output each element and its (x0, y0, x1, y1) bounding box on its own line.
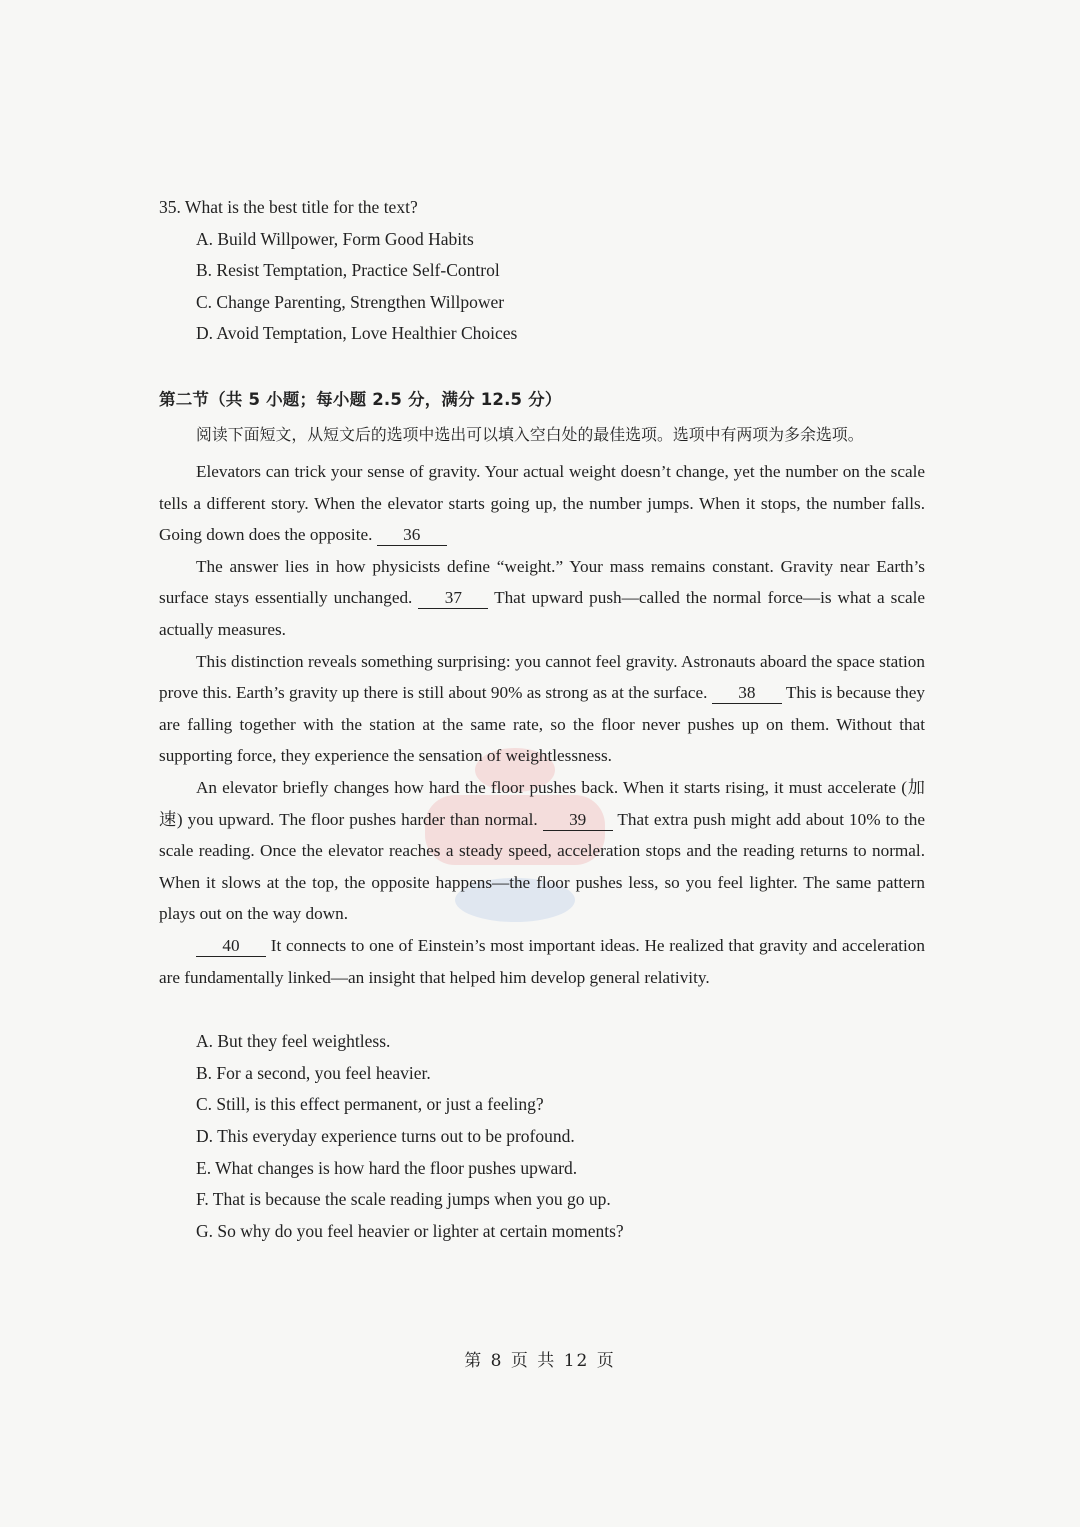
choice-c: C. Still, is this effect permanent, or just a feeling? (196, 1094, 544, 1115)
passage-paragraph-4 (159, 772, 925, 930)
passage-paragraph-1 (159, 456, 925, 551)
question-35-option-c: C. Change Parenting, Strengthen Willpower (196, 291, 505, 312)
paragraph-4-text-b: That extra push might add about 10% to the scale reading. Once the elevator reaches a steady speed, acceleration stops and the reading returns to normal. When it slows at the top, the opposite happens—the floor pushes less, so you feel lighter. The same pattern plays out on the way down. (159, 809, 925, 924)
paragraph-3-text-b: This is because they are falling together with the station at the same rate, so the floor never pushes up on them. Without that supporting force, they experience the sensation of weightlessness. (159, 683, 925, 766)
blank-40[interactable]: 40 (196, 936, 266, 957)
question-35-option-b: B. Resist Temptation, Practice Self-Control (196, 260, 500, 281)
choice-e: E. What changes is how hard the floor pushes upward. (196, 1157, 578, 1178)
paragraph-2-text-a: The answer lies in how physicists define “weight.” Your mass remains constant. Gravity near Earth’s surface stays essentially unchanged. (159, 556, 925, 608)
blank-36[interactable]: 36 (377, 525, 447, 546)
choice-g: G. So why do you feel heavier or lighter at certain moments? (196, 1221, 624, 1242)
passage-paragraph-5 (159, 930, 925, 993)
section-heading: 第二节（共 5 小题；每小题 2.5 分，满分 12.5 分） (159, 390, 562, 409)
paragraph-4-text-a: An elevator briefly changes how hard the floor pushes back. When it starts rising, it must accelerate (加速) you upward. The floor pushes harder than normal. (159, 777, 925, 829)
question-35 (159, 196, 919, 354)
paragraph-2-text-b: That upward push—called the normal force—is what a scale actually measures. (159, 588, 925, 639)
choice-list (196, 1030, 624, 1252)
choice-d: D. This everyday experience turns out to be profound. (196, 1126, 575, 1147)
paragraph-1-text: Elevators can trick your sense of gravity. Your actual weight doesn’t change, yet the number on the scale tells a different story. When the elevator starts going up, the number jumps. When it stops, the number falls. Going down does the opposite. (159, 462, 925, 545)
passage-paragraph-3 (159, 646, 925, 772)
choice-b: B. For a second, you feel heavier. (196, 1062, 431, 1083)
passage-paragraph-2 (159, 551, 925, 646)
question-35-stem: 35. What is the best title for the text? (159, 197, 418, 217)
reading-passage (159, 456, 925, 993)
blank-39[interactable]: 39 (543, 810, 613, 831)
section-instruction: 阅读下面短文，从短文后的选项中选出可以填入空白处的最佳选项。选项中有两项为多余选项。 (196, 425, 864, 444)
choice-a: A. But they feel weightless. (196, 1031, 391, 1051)
paragraph-3-text-a: This distinction reveals something surprising: you cannot feel gravity. Astronauts aboard the space station prove this. Earth’s gravity up there is still about 90% as strong as at the surface. (159, 651, 925, 703)
blank-38[interactable]: 38 (712, 683, 782, 704)
choice-f: F. That is because the scale reading jumps when you go up. (196, 1189, 611, 1210)
question-35-option-a: A. Build Willpower, Form Good Habits (196, 228, 474, 249)
blank-37[interactable]: 37 (418, 588, 488, 609)
page-number-footer: 第 8 页 共 12 页 (464, 1351, 616, 1371)
question-35-option-d: D. Avoid Temptation, Love Healthier Choices (196, 323, 518, 344)
paragraph-5-text-b: It connects to one of Einstein’s most important ideas. He realized that gravity and acceleration are fundamentally linked—an insight that helped him develop general relativity. (159, 935, 925, 987)
